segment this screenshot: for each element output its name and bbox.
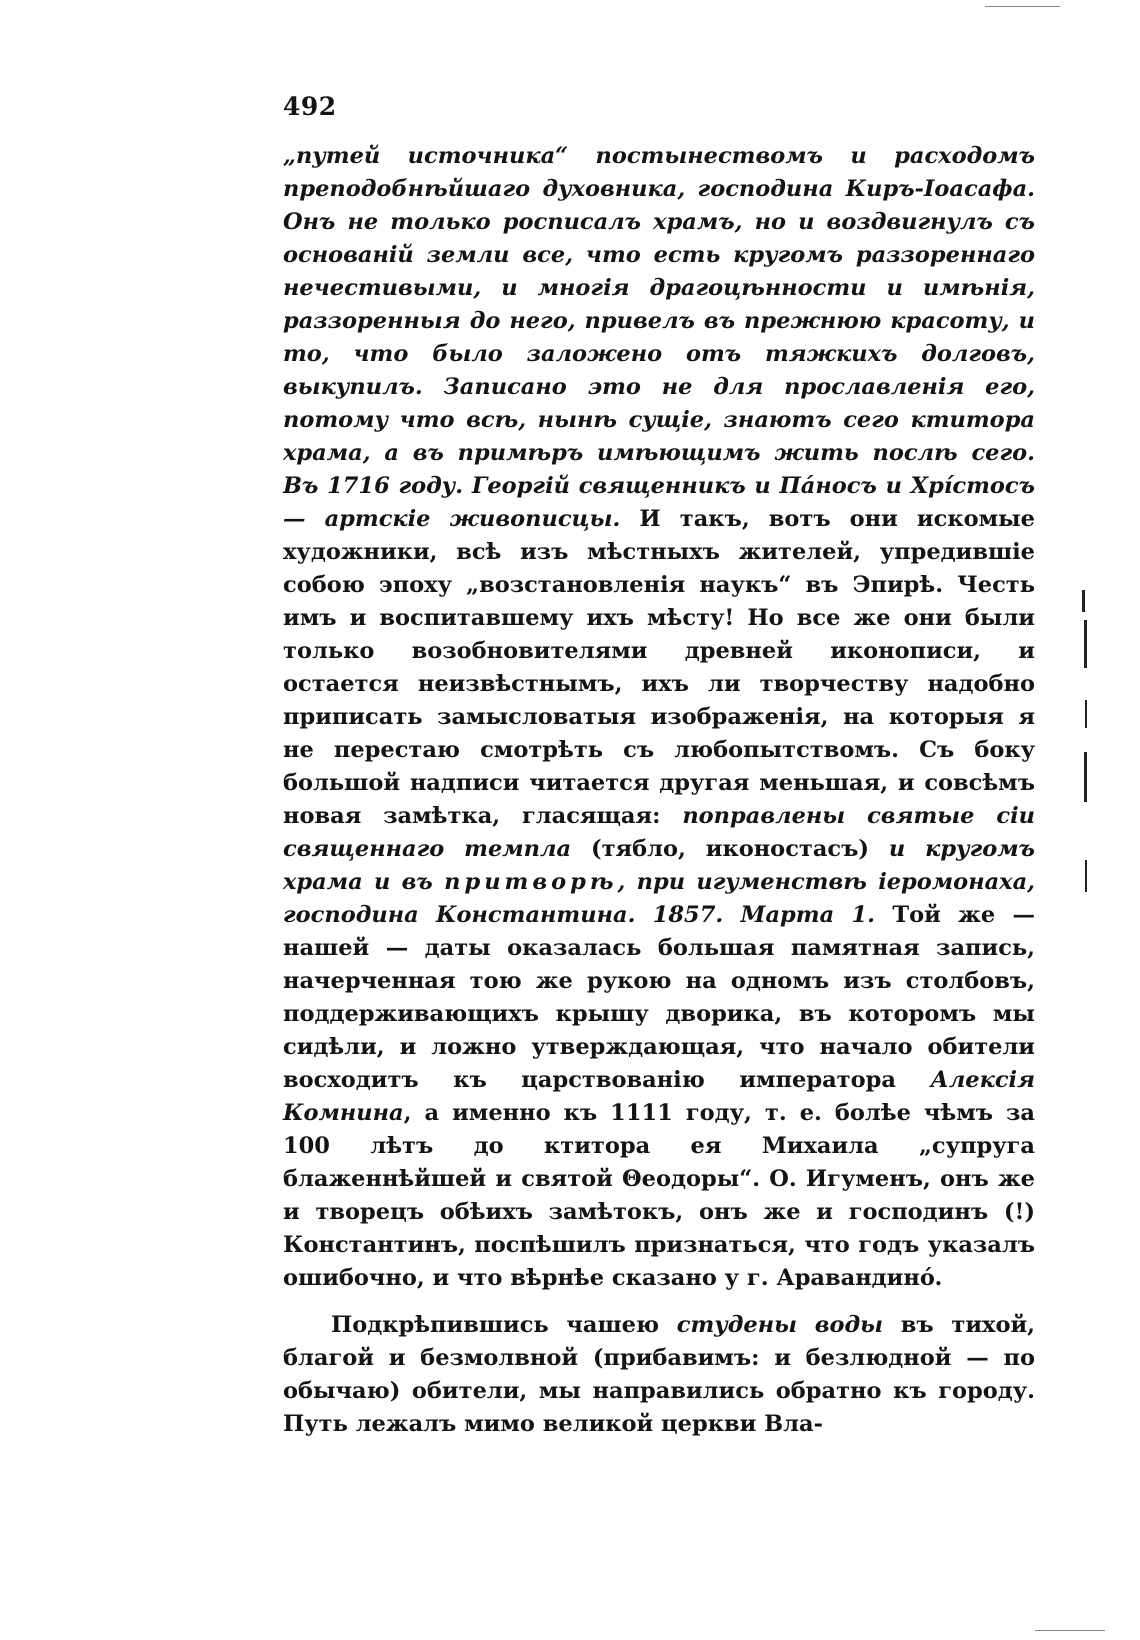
text-run: (тябло, иконостасъ) xyxy=(571,836,889,862)
scan-edge-mark xyxy=(1082,590,1085,612)
text-run: Подкрѣпившись чашею xyxy=(331,1312,677,1338)
scan-edge-mark xyxy=(985,6,1060,7)
text-run: въ тихой, благой и безмолвной (прибавимъ: и безлюдной — по обычаю) обители, мы направились обратно къ городу. Путь лежалъ мимо великой церкви Вла- xyxy=(283,1312,1035,1437)
scan-edge-mark xyxy=(1085,860,1087,892)
text-run: поправлены святые сіи священнаго темпла xyxy=(283,803,1036,862)
text-run: , а именно къ 1111 году, т. е. болѣе чѣмъ за 100 лѣтъ до ктитора ея Михаила „супруга блаженнѣйшей и святой Θеодоры“. О. Игуменъ, онъ же и творецъ обѣихъ замѣтокъ, онъ же и господинъ (!) Константинъ, поспѣшилъ признаться, что годъ указалъ ошибочно, и что вѣрнѣе сказано у г. Аравандинó. xyxy=(283,1100,1035,1291)
paragraph-1 xyxy=(283,140,1035,1295)
body-text xyxy=(283,140,1035,1441)
scan-edge-mark xyxy=(1084,620,1087,668)
text-run: , при игуменствѣ іеромонаха, господина Константина. 1857. Марта 1. xyxy=(283,869,1035,928)
text-run: и кругомъ храма и въ xyxy=(283,836,1035,895)
text-run: Алексія Комнина xyxy=(283,1067,1035,1126)
scan-edge-mark xyxy=(1085,700,1087,728)
page-number: 492 xyxy=(283,92,337,121)
text-run: И такъ, вотъ они искомые художники, всѣ изъ мѣстныхъ жителей, упредившіе собою эпоху „возстановленія наукъ“ въ Эпирѣ. Честь имъ и воспитавшему ихъ мѣсту! Но все же они были только возобновителями древней иконописи, и остается неизвѣстнымъ, ихъ ли творчеству надобно приписать замысловатыя изображенія, на которыя я не перестаю смотрѣть съ любопытствомъ. Съ боку большой надписи читается другая меньшая, и совсѣмъ новая замѣтка, гласящая: xyxy=(283,506,1035,829)
paragraph-2 xyxy=(283,1309,1035,1441)
text-run: „путей источника“ постынествомъ и расходомъ преподобнѣйшаго духовника, господина Киръ-Іоасафа. Онъ не только росписалъ храмъ, но и воздвигнулъ съ основаній земли все, что есть кругомъ раззореннаго нечестивыми, и многія драгоцѣнности и имѣнія, раззоренныя до него, привелъ въ прежнюю красоту, и то, что было заложено отъ тяжкихъ долговъ, выкупилъ. Записано это не для прославленія его, потому что всѣ, нынѣ сущіе, знаютъ сего ктитора храма, а въ примѣръ имѣющимъ жить послѣ сего. Въ 1716 году. Георгій священникъ и Пáносъ и Хрíстосъ — артскіе живописцы. xyxy=(283,143,1035,532)
text-run: притворѣ xyxy=(444,869,618,895)
scan-edge-mark xyxy=(1035,1630,1105,1631)
scan-edge-mark xyxy=(1084,752,1087,802)
text-run: студены воды xyxy=(676,1312,884,1338)
text-run: Той же — нашей — даты оказалась большая памятная запись, начерченная тою же рукою на одномъ изъ столбовъ, поддерживающихъ крышу дворика, въ которомъ мы сидѣли, и ложно утверждающая, что начало обители восходитъ къ царствованію императора xyxy=(283,902,1035,1093)
